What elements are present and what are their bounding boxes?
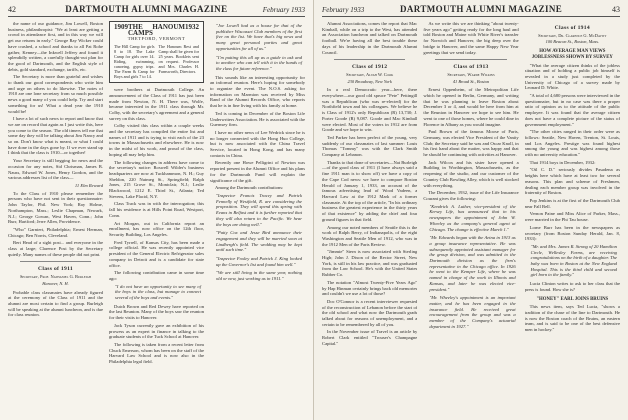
paragraph: The notation "Almost Twenty-Five Years Ago" by Hap Hinman certainly brings back old memories and couldn't we use a lot of those? (322, 279, 418, 297)
paragraph: That 1914 boys in December, 1932: (529, 159, 596, 165)
left-columns (8, 21, 305, 413)
running-title: DARTMOUTH ALUMNI MAGAZINE (400, 4, 563, 14)
paragraph: Your Secretary is still begging for news and the occasion for any notes, Sid Chrisman, James B. Nauss, Edward W. Jones, Henry Gordon, and the various addresses list of the class— (8, 158, 103, 181)
right-columns (322, 21, 620, 413)
paragraph: were brothers at Dartmouth College. An announcement of the Class of 1911 has just been made from Newton, N. H. There was, Wolfe, became interested in the 1911 class through Mr. Colby, with the secretary's agreement and a general survey on this class. (109, 87, 204, 121)
paragraph: The following is taken from a recent letter from Chuck Emerson, whom has been on the staff of the Harvard Law School and is now also in the Philadelphia legal field. (109, 341, 204, 365)
ad-year-start: 1909 (114, 23, 128, 31)
class-heading-1911: Class of 1911 (38, 266, 73, 273)
paragraph: Dutch Brown and Red Dewey have reported on the last Reunion. Many of the boys saw the reunion for their visits to Hanover. (109, 303, 204, 321)
class-heading-1912: Class of 1912 (352, 64, 388, 71)
class-address: Hanover, N. H. (42, 280, 69, 286)
paragraph: Jack Tyson currently gave an exhibition of his prowess as an expert in finance in talking to the graduate students of the Tuck School at Hanover. (109, 322, 204, 340)
right-page (314, 0, 628, 420)
paragraph: I have a lot of such news to report and know that we are on record that again as I just write this, here you come to the season. The old timers tell me that some day they will be talking about Jim Nancy and so on. Don't know what is meant, or what I could have done in the days gone by. If we ever stand up I think that the class is 1910—or together! (8, 116, 103, 156)
paragraph: Class Track was in with the interrogation; this fall his residence is at Hills Point Road, Westport, Conn. (109, 201, 204, 218)
paragraph: The Secretary is more than grateful and wishes to thank our good correspondents who write him and urge on others to do likewise. The notes of 1910 are one lone secretary from so much possible news a good many of you could help. Try and start something for us! What a dead year the 1910 would be! (8, 74, 103, 114)
paragraph: Jack Wilcox and his sister have opened a Building in Worthington, Massachusetts, as the reopening of the studio, and our customer of the Country Club Bowling Alley, which is well stocked with everything. (423, 159, 519, 188)
page-number: 43 (611, 5, 620, 14)
divider (20, 261, 91, 262)
hanoum-camps-ad (109, 21, 204, 83)
paragraph: The following changes in address have come to the secretary's notice: Roswell Wilder's business headquarters are now at Tuckhammon, N. H.; Guy Sheldon, 220 Nutmeg St., Springfield; Ralph Jones, 215 Grove St., Montclair, N.J.; Leslie Blackwood, 1212 E. Third St., Atlanta; Ted Stevens, Lake Placid, N.Y. (109, 159, 204, 199)
paragraph: Ted is coming in December of the Boston Life Underwriters Association. He is associated with the Guernsey firm. (210, 110, 305, 128)
paragraph: Lucia Clinton writes to ask to her class that the press is found. How she is? (524, 281, 620, 292)
class-heading-1913: Class of 1913 (453, 64, 489, 71)
ad-text-left: The Hill Camp for girls 8 to 18. The Lake Camp for girls over 14. Riding, swimming, canoeing, gypsy trips. The Farm & Camp for Boys and girls 7 to 14. (114, 44, 155, 80)
paragraph: Lorne Burr has been in the newspapers as secretary (from Boston Sunday Herald, Jan. 8, 1933): (524, 224, 620, 242)
right-column-3 (525, 21, 620, 413)
ad-title: THE HANOUM CAMPS (128, 23, 185, 37)
paragraph: Probable class classmates have already figured at the ceremony of the Class of 1911 and the alumni are most certain to find a group. Burleigh will be speaking at the alumni luncheon, and is due for class reunion. (8, 289, 103, 318)
signature: 11 Elm Reward (74, 182, 103, 188)
paragraph: In the November issue of Travel is an article by Robert Clark entitled "Trouser's Champagne Capital." (322, 329, 418, 346)
paragraph: Recently one Howe Pelligrini of Newton was reported present in the Alumni Office and his plans for the Dartmouth Fund will explain the significance of the gift. (210, 160, 305, 183)
paragraph: Ernest Oppenheim, of the Metropolitan Life which he opened in Berlin, Germany, and writing that he was planning to leave Boston about December 3 or 4, and would be here from him at the Reunion in Hanover we hope to see him. He went to one of those homes, where he could dine in Florence in Albany as you would imagine. (423, 87, 519, 127)
paragraph: Among the Dartmouth contributions: (215, 185, 284, 191)
ad-year-end: 1932 (185, 23, 199, 31)
paragraph: "A total of 4,680 persons were interviewed in the questionnaire, but in no case was there a proper ratio of opinion as to the attitude of the public employee. It was found that the average citizen does not have a complete picture of the status of government employment." (524, 93, 620, 127)
quotation: "Inspector Foxley and Patrick J. King looked up the Governor's list and found him well." (216, 256, 302, 267)
left-column-2 (109, 21, 204, 413)
left-page-header (8, 4, 305, 17)
paragraph: Art Morgan, out in California report an enrollment, has now office on the 12th floor, Security Building, Los Angeles. (109, 220, 204, 237)
paragraph: I have no other news of Lee Wedrick since he is no longer connected with the Hong Huo College, but is now associated with the China Travel Service, located in Hong Kong, and has many contacts in China. (210, 129, 305, 158)
quotation: "Inspector Francis Tracey and Patrick Fennelly of Westfield, R. are considering the proposition. They will spend this spring with Evans in Belfast and it is further reported that they will also return to the Pacific. We hear the boys are doing well." (216, 192, 302, 227)
quotation: "We are still living in the same year, nothing old or new, just working as in 1911." (216, 270, 302, 282)
right-column-1 (322, 21, 417, 413)
class-secretary: Secretary, Dr. Clarence G. McDavitt (538, 32, 607, 38)
paragraph: "Who" Garniert, Philadelphia; Ernest Herman, Chicago; Ben Norris, Cleveland. (8, 226, 103, 238)
divider (334, 59, 405, 60)
paragraph: Vernon Paine and Miss Alice of Parker, Mass., were married in the Phi Tau house. (524, 211, 620, 223)
divider (435, 59, 506, 60)
issue-date: February 1933 (322, 6, 365, 14)
paragraph: "Oil C. D." seriously divides Pasadena as heights here which have at least two for several reasons. This plan and scheme of Freshmen, dealing each member group was involved in the fraternity of Boston. (524, 167, 620, 196)
paragraph: Alumni Associations, comes the report that Mac Kimball, while on a trip to the West, has attended an Association luncheon and talked on Dartmouth football. We're having all the best trouble these days of his leadership in the Dartmouth Alumni Council. (322, 21, 418, 55)
paragraph: "Jimmie" Stern is now associated with Sterling High; John J. Dixon of the Rector Street, New York, is still in his law practice, and was graduated from the Law School. He's with the United States Rubber Co. (322, 249, 418, 278)
running-title: DARTMOUTH ALUMNI MAGAZINE (65, 4, 228, 14)
left-column-3 (210, 21, 305, 413)
quotation: "Mr. and Mrs. James R. Strong of 20 Hamilton Circle, Wellesley Farms, are receiving congratulations on the birth of a daughter. The baby was born in Boston at the New England Hospital. This is the third child and second girl born to the family." (530, 243, 617, 278)
paragraph: Bert Head of a sight post... and everyone in the class at large; Clarence Post by the Secretary quietly. Many names of these people did not print. (8, 240, 103, 257)
class-secretary: Secretary, Warde Wilkins (447, 71, 495, 77)
news-headline: "HONEY" EARL JOINS BRUINS (536, 296, 609, 302)
paragraph: This news item, says Ted Lucia, "shows a tradition of the chase of the line to Dartmouth. He is now the Boston coach of the Bruins, an eastern team, and is said to be one of the best defensive men in hockey." (524, 304, 620, 333)
class-address: 100 Beacon St., Boston, Mass. (545, 39, 600, 45)
class-secretary: Secretary, Prof. Nathaniel G. Burleigh (19, 274, 92, 280)
paragraph: Colby visited this class within a couple weeks and the secretary has compiled the entire list and names of 1911 and is trying to visit each of the 23 towns in Massachusetts and elsewhere. He is now in the midst of his work, and proud of the class, hoping all may help him. (109, 123, 204, 157)
ad-text-right: The Hanoum Rest and Camp shall be given for 25 years. Booklets sent on request. Professor and Mrs. Charles H. Farnsworth, Directors. (158, 44, 199, 75)
left-column-1 (8, 21, 103, 413)
paragraph: Thanks to that done of secretaries—Nat Burleigh—of the good class of 1911 (I have always said a fine 1911 man is to show off) we have a copy of the Cape Cod news: we have to compare Boston Herald of January 1, 1933, an account of the famous advertising lead of Wood Vadeen, a Harvard Law at the 1912 Mark of a former classmate. At the top of the article, "In his ordinary business the greatest experience in the thirty years of that existence" by adding the chief and four ground figures in that field. (322, 159, 418, 222)
issue-date: February 1933 (262, 6, 305, 14)
quotation: "Joe Lowell had as a house for that of the publisher Wiscasset Club members of the first five on the list. We have that's big news and many great personal parties and great opportunities for all of us." (216, 23, 302, 51)
right-column-2 (423, 21, 518, 413)
paragraph: This sounds like an interesting opportunity for an informal reunion. Here's hoping for somebody to organize the event. The N.O.S. asking for information on Marmion was received by Miss Rand of the Alumni Records Office, who reports that he is in fine living with his family at home. (210, 74, 305, 109)
quotation: "I do not have an opportunity to see many of the boys in the class, but manage to connect several of the boys and events." (115, 283, 201, 301)
quotation: "I'm putting this all up as a guide to ask and to another who can tell with it in the hands of the class for future reference." (216, 54, 302, 71)
class-secretary: Secretary, Alvah W. Cook (346, 71, 394, 77)
paragraph: "What the average citizen thinks of the jobless situation and of holding a public job himself is revealed in a study just completed by the University of Chicago of a survey made by Leonard D. White. (524, 62, 620, 91)
quotation: "Patty Cox and Jesse Bird announce their engagement and they will be married soon at Lindbergh's field. The wedding may be kept until such time." (216, 230, 302, 253)
paragraph: Among our noted members of Seattle this is the work of Ralph Berry, of Indianapolis, of the eight Washington and Seattle Men of 1912, who was in the 1912 Men of the Paris Review. (322, 224, 418, 247)
paragraph: Fred Tyrrell, of Kansas City, has been made a college official. He was recently appointed vice president of the General Electric Refrigerator sales company in Detroit and is a candidate for state office. (109, 239, 204, 268)
paragraph: Ted Parker has been perfect of the young, very suddenly of our classmates of last summer: Louis Thomas "Tommy" was with the Clark Smith Company at Lebanon. (322, 134, 418, 158)
quotation: "Mr. Edwards began with the Aetna in 1913 as a group insurance representative. He was subsequently appointed assistant manager for the group division, and was admitted to the Dartmouth division as the firm's representative in the Chicago office. In 1926 he went to the Kemper Life, where he was named in charge of the work in Illinois and Kansas, and later he was elected vice-president." (429, 235, 516, 292)
class-address: 230 Broadway, New York (347, 78, 392, 84)
paragraph: The following contribution came in some time ago: (109, 270, 204, 281)
paragraph: In a real Democratic year—here, there everywhere—our good old spruce "Pete" Pettingill was a Republican (who was re-elected) for the Northfield town and his colleagues. We believe he is Class of 1912's only Republican (R) 13,730; J. Porter Goode (R) 9,087. Goode and Mac Kimball were elected. Most of the voters in 1912 are from Goode and we hope to win. (322, 87, 418, 133)
page-number: 42 (8, 5, 16, 14)
paragraph: The December, 1932, issue of the Life Insurance Courant gives the following: (423, 190, 519, 201)
quotation: "Mr. Wheeley's appointment is an important matter, and he has been engaged in the insurance field. He received great encouragement from the group and was a member of the Company's actuarial department in 1927." (429, 295, 516, 329)
paragraph: Pop Jenkins is at the first of the Dartmouth Club near Fall Bell. (524, 197, 620, 209)
right-page-header (322, 4, 620, 17)
paragraph: Doc O'Connor is a recent interviewer requested of the reconstruction of Lebanon before the start of the old school and what now the Dartmouth grads talked about for reasons of unemployment, and a certain to be remembered by all of you. (322, 298, 418, 327)
news-headline: HOW AVERAGE MAN VIEWS JOBLESSNESS SHOWN BY SURVEY (531, 49, 613, 60)
class-address: 41 Broad St., Boston (452, 78, 490, 84)
ad-location: THETFORD, VERMONT (127, 36, 186, 42)
paragraph: Paul Brown of the famous Moose of Paris, Germany, was elected Vice President of the Vanity Club; the Secretary said he was and Oscar Knoll, in his first hand about the matter, was happy and that he should be continuing with activities at Hanover. (423, 129, 519, 158)
paragraph: the name of our guidance, Jim Lowell, Boston business, philanthropist: "We at least are getting a crowd in attendance first, and in this way we will get our returns in early." George Ray Wicker could have crashed, a school and thanks to all Pat Rohe gather, Kenney—the Inkwell Jeffery and found it splendidly written, a carefully thought-out plan for the good of Dartmouth, and the English style of debts, gold standard, exchange, tariffs, etc. (8, 21, 103, 72)
paragraph: As we write this we are thinking "about twenty-five years ago" getting ready for the long haul and told Boston and Maine with White River's transfer for Norwich and Hanover, the big deep over the bridge to Hanover, and the same Happy New Year greetings that we send today. (423, 21, 519, 55)
paragraph: To the Class of 1910 please remember the persons who have not sent in their questionnaire: John Taylor, Phil. New York; Ray Holme, Northampton, Mass.; Leslie Chapman, Newark, N.J.; George Gowan, West Haven, Conn.; John Burr, Hartford; Jerre Allen, Providence. (8, 190, 103, 225)
quotation: "Kendrick A. Luther, vice-president of the Kersey Life, has announced that in his newspapers the appointment of John W. Wheeley as the company's general agent at Chicago. The change is effective March 1." (429, 203, 516, 232)
paragraph: "The other cities ranged in their order were as follows: Seattle, New Haven, Trenton, St. Louis, and Los Angeles. Prestige was found highest among the young and was highest among those with no university education." (524, 129, 620, 158)
class-heading-1914: Class of 1914 (554, 25, 590, 31)
